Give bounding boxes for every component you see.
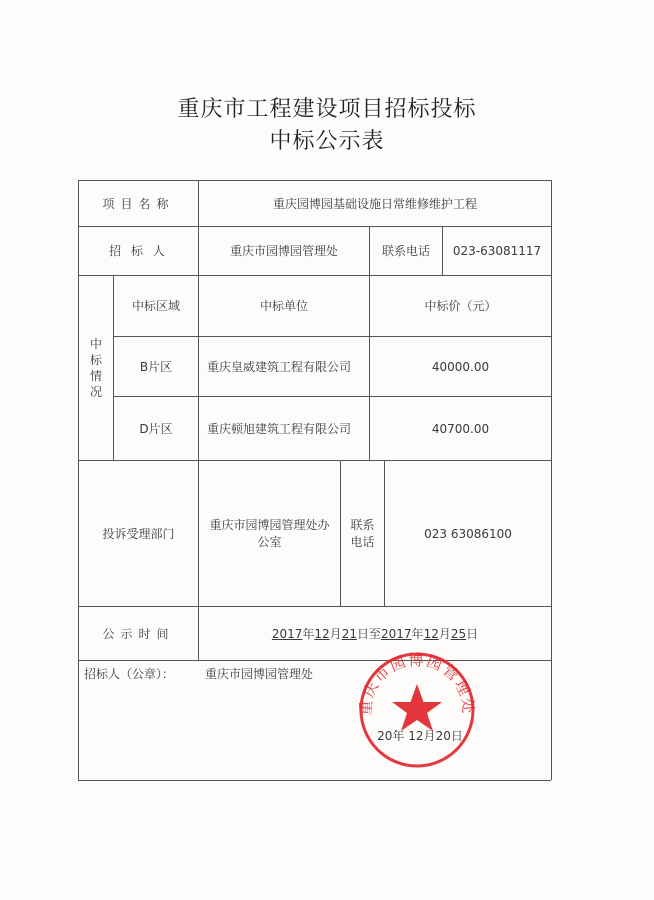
complaint-label: 投诉受理部门: [102, 526, 175, 541]
publicity-start-month: 12: [314, 626, 330, 641]
day-char: 日: [466, 626, 479, 641]
footer-label: 招标人（公章）：: [84, 667, 175, 681]
month-char: 月: [329, 626, 342, 641]
year-char: 年: [411, 626, 424, 641]
month-char: 月: [438, 626, 451, 641]
tenderer-phone-label: 联系电话: [381, 244, 430, 258]
footer-date-day: 20: [435, 729, 451, 743]
award-side-char: 况: [89, 385, 102, 400]
project-name-label: 项目名称: [102, 196, 175, 211]
seal-star-icon: [392, 684, 442, 731]
document-title: 重庆市工程建设项目招标投标: [177, 97, 477, 122]
award-header-area: 中标区域: [131, 299, 180, 313]
day-char: 日: [450, 729, 463, 743]
complaint-contact-line: 联系: [350, 518, 375, 533]
tenderer-label: 招 标 人: [109, 244, 168, 258]
publicity-end-year: 2017: [381, 626, 412, 641]
complaint-dept: [199, 461, 340, 606]
to-char: 至: [368, 626, 381, 641]
award-side-label: [79, 276, 113, 460]
award-row-unit: 重庆皇威建筑工程有限公司: [207, 359, 352, 374]
award-side-char: 标: [89, 352, 102, 367]
publicity-label: 公示时间: [102, 626, 175, 641]
award-header-price: 中标价（元）: [424, 299, 497, 313]
complaint-contact-label: [341, 461, 384, 606]
day-char: 日: [356, 626, 369, 641]
project-name-value: 重庆园博园基础设施日常维修维护工程: [272, 196, 477, 211]
publicity-end-day: 25: [450, 626, 467, 641]
complaint-phone: 023 63086100: [424, 526, 512, 541]
award-side-char: 中: [89, 336, 102, 351]
publicity-start-day: 21: [341, 626, 357, 641]
award-side-char: 情: [89, 369, 102, 383]
tenderer-phone: 023-63081117: [452, 244, 542, 258]
award-header-unit: 中标单位: [259, 299, 308, 313]
month-char: 月: [423, 729, 436, 743]
complaint-dept-line: 公室: [257, 534, 282, 549]
footer-date-month: 12: [408, 729, 424, 743]
award-row-area: B片区: [139, 359, 173, 374]
complaint-contact-line: 电话: [350, 534, 375, 549]
footer-tenderer: 重庆市园博园管理处: [205, 667, 314, 681]
document-subtitle: 中标公示表: [269, 129, 385, 154]
award-row-unit: 重庆顿旭建筑工程有限公司: [207, 421, 352, 436]
award-row-area: D片区: [139, 421, 173, 436]
seal-text: 重庆市园博园管理处: [356, 651, 478, 717]
award-row-price: 40700.00: [431, 421, 490, 436]
publicity-start-year: 2017: [271, 626, 303, 641]
year-char: 年: [302, 626, 315, 641]
official-seal: [350, 650, 484, 770]
complaint-dept-line: 重庆市园博园管理处办: [209, 518, 330, 533]
tenderer-value: 重庆市园博园管理处: [229, 244, 338, 258]
publicity-end-month: 12: [423, 626, 439, 641]
award-row-price: 40000.00: [431, 359, 490, 374]
year-char: 年: [392, 729, 405, 743]
footer-date-year: 20: [377, 729, 393, 743]
